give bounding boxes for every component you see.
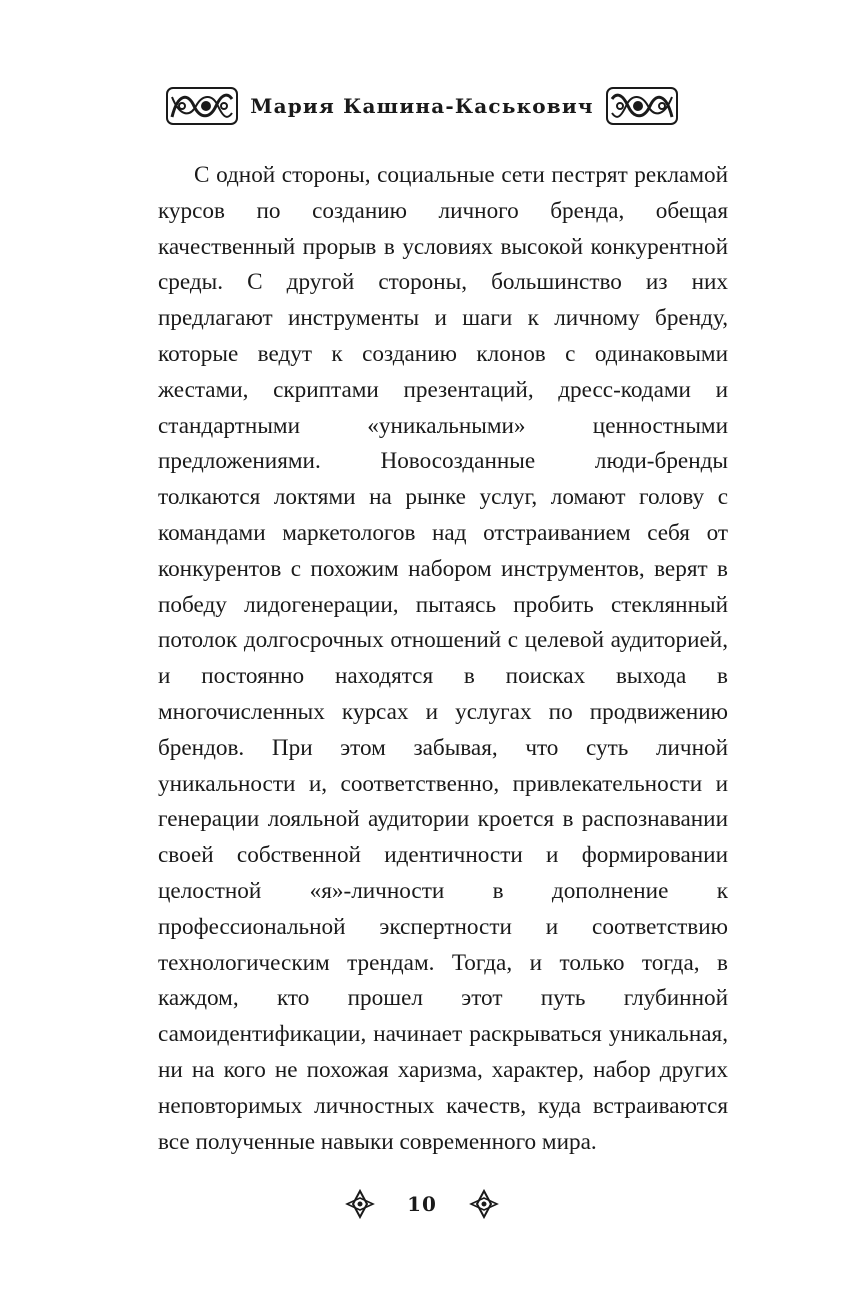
page-number: 10 [407, 1192, 437, 1216]
page-footer [0, 1184, 844, 1224]
running-title: Мария Кашина-Каськович [250, 94, 594, 118]
running-header [0, 84, 844, 128]
interlace-ornament-icon [606, 87, 678, 125]
fleuron-icon [345, 1189, 375, 1219]
interlace-ornament-icon [166, 87, 238, 125]
body-paragraph: С одной стороны, социальные сети пестрят рекламой курсов по созданию личного бренда, обещая качественный прорыв в условиях высокой конкурентной среды. С другой стороны, большинство из них предлагают инструменты и шаги к личному бренду, которые ведут к созданию клонов с одинаковыми жестами, скриптами презентаций, дресс-кодами и стандартными «уникальными» ценностными предложениями. Новосозданные люди-бренды толкаются локтями на рынке услуг, ломают голову с командами маркетологов над отстраиванием себя от конкурентов с похожим набором инструментов, верят в победу лидогенерации, пытаясь пробить стеклянный потолок долгосрочных отношений с целевой аудиторией, и постоянно находятся в поисках выхода в многочисленных курсах и услугах по продвижению брендов. При этом забывая, что суть личной уникальности и, соответственно, привлекательности и генерации лояльной аудитории кроется в распознавании своей собственной идентичности и формировании целостной «я»-личности в дополнение к профессиональной экспертности и соответствию технологическим трендам. Тогда, и только тогда, в каждом, кто прошел этот путь глубинной самоидентификации, начинает раскрываться уникальная, ни на кого не похожая харизма, характер, набор других неповторимых личностных качеств, куда встраиваются все полученные навыки современного мира. [158, 162, 728, 1155]
fleuron-icon [469, 1189, 499, 1219]
